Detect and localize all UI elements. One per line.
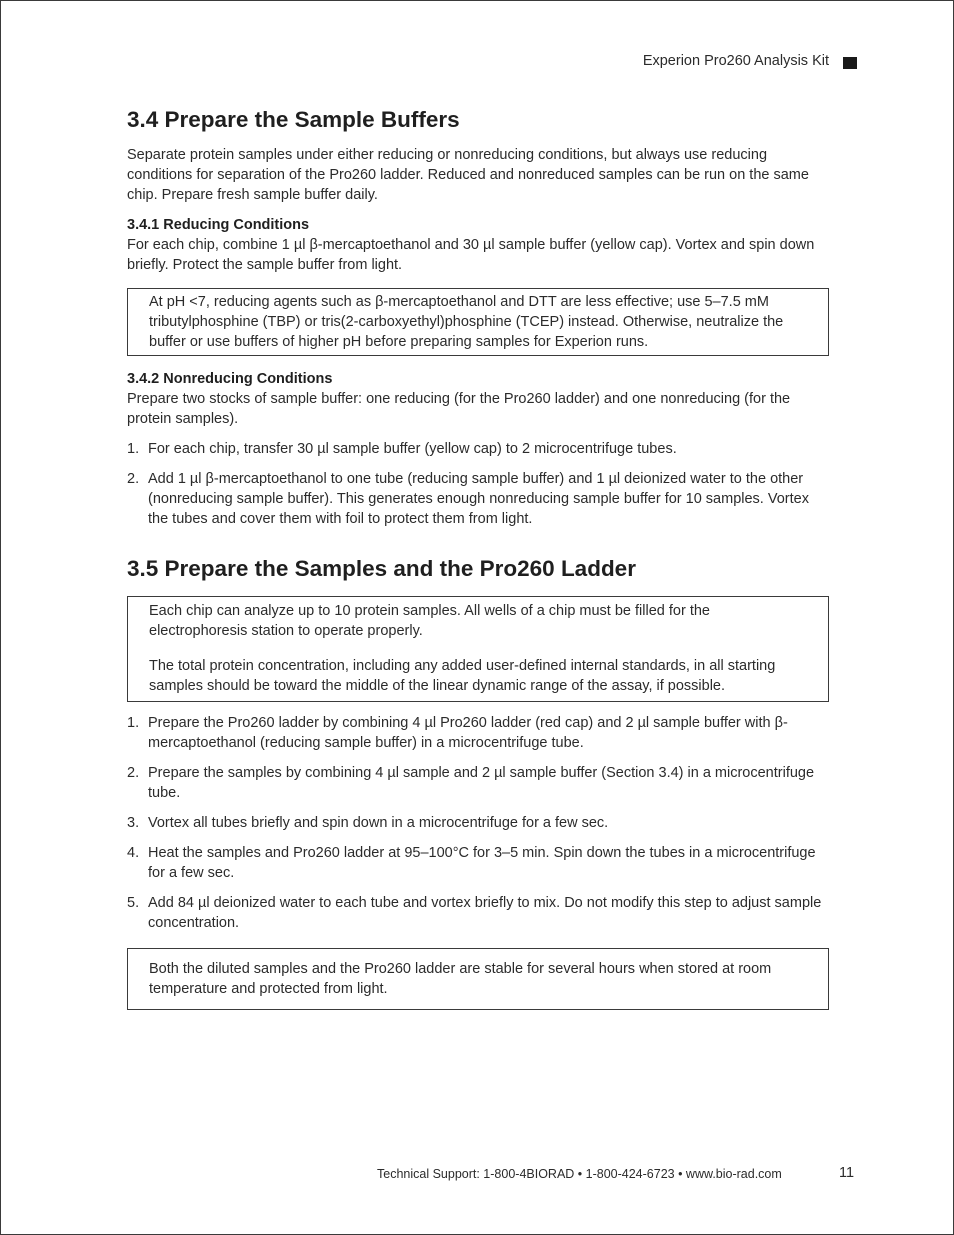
reducing-agents-note-text: At pH <7, reducing agents such as β-mercaptoethanol and DTT are less effective; use 5–7.5 mM tributylphosphine (TBP) or tris(2-carboxyethyl)phosphine (TCEP) instead. Otherwise, neutralize the buffer or use buffers of higher pH before preparing samples for Experion runs. xyxy=(149,294,784,350)
header-square-marker xyxy=(843,57,857,69)
nonreducing-steps-list xyxy=(127,439,829,529)
step-number: 1. xyxy=(127,715,140,731)
chip-capacity-note-box xyxy=(127,596,829,702)
section-3-4-intro: Separate protein samples under either reducing or nonreducing conditions, but always use reducing conditions for separation of the Pro260 ladder. Reduced and nonreduced samples can be run on the same chip. Prepare fresh sample buffer daily. xyxy=(127,147,809,203)
chip-capacity-note-text: Each chip can analyze up to 10 protein samples. All wells of a chip must be filled for the electrophoresis station to operate properly. xyxy=(149,603,710,639)
step-number: 2. xyxy=(127,471,140,487)
subsection-3-4-2-heading: 3.4.2 Nonreducing Conditions xyxy=(127,371,333,387)
sample-prep-steps-list xyxy=(127,713,829,933)
step-text: Add 1 µl β-mercaptoethanol to one tube (reducing sample buffer) and 1 µl deionized water to the other (nonreducing sample buffer). This generates enough nonreducing sample buffer for 10 samples. Vortex the tubes and cover them with foil to protect them from light. xyxy=(148,471,809,527)
stability-note-text: Both the diluted samples and the Pro260 ladder are stable for several hours when stored at room temperature and protected from light. xyxy=(149,961,772,997)
protein-concentration-note-text: The total protein concentration, including any added user-defined internal standards, in all starting samples should be toward the middle of the linear dynamic range of the assay, if possible. xyxy=(149,658,776,694)
step-number: 5. xyxy=(127,895,140,911)
list-item xyxy=(127,439,829,459)
step-text: For each chip, transfer 30 µl sample buffer (yellow cap) to 2 microcentrifuge tubes. xyxy=(148,441,677,457)
reducing-agents-note-box xyxy=(127,288,829,356)
section-3-5-heading: 3.5 Prepare the Samples and the Pro260 Ladder xyxy=(127,556,636,581)
subsection-3-4-1-heading: 3.4.1 Reducing Conditions xyxy=(127,217,310,233)
subsection-3-4-1-text: For each chip, combine 1 µl β-mercaptoethanol and 30 µl sample buffer (yellow cap). Vortex and spin down briefly. Protect the sample buffer from light. xyxy=(127,237,815,273)
step-number: 1. xyxy=(127,441,140,457)
step-text: Heat the samples and Pro260 ladder at 95–100°C for 3–5 min. Spin down the tubes in a microcentrifuge for a few sec. xyxy=(148,845,816,881)
list-item xyxy=(127,763,829,803)
list-item xyxy=(127,893,829,933)
step-text: Prepare the samples by combining 4 µl sample and 2 µl sample buffer (Section 3.4) in a microcentrifuge tube. xyxy=(148,765,815,801)
step-number: 2. xyxy=(127,765,140,781)
step-text: Prepare the Pro260 ladder by combining 4 µl Pro260 ladder (red cap) and 2 µl sample buffer with β-mercaptoethanol (reducing sample buffer) in a microcentrifuge tube. xyxy=(148,715,788,751)
section-3-4-heading: 3.4 Prepare the Sample Buffers xyxy=(127,107,460,132)
page-number: 11 xyxy=(839,1165,855,1181)
list-item xyxy=(127,843,829,883)
list-item xyxy=(127,469,829,529)
step-number: 3. xyxy=(127,815,140,831)
subsection-3-4-2-text: Prepare two stocks of sample buffer: one reducing (for the Pro260 ladder) and one nonreducing (for the protein samples). xyxy=(127,391,791,427)
stability-note-box xyxy=(127,948,829,1010)
page-content xyxy=(127,105,829,1010)
step-number: 4. xyxy=(127,845,140,861)
step-text: Add 84 µl deionized water to each tube and vortex briefly to mix. Do not modify this step to adjust sample concentration. xyxy=(148,895,822,931)
running-header-title: Experion Pro260 Analysis Kit xyxy=(642,53,829,69)
step-text: Vortex all tubes briefly and spin down in a microcentrifuge for a few sec. xyxy=(148,815,609,831)
footer-support-line: Technical Support: 1-800-4BIORAD • 1-800-424-6723 • www.bio-rad.com xyxy=(377,1167,782,1181)
list-item xyxy=(127,813,829,833)
list-item xyxy=(127,713,829,753)
